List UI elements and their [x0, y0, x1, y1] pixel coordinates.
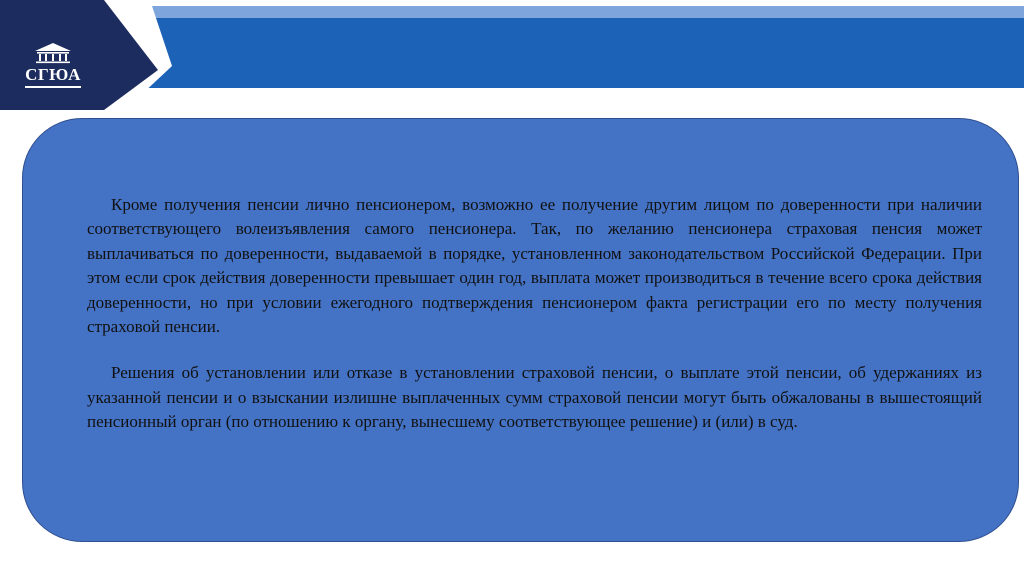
- content-panel: [22, 118, 1019, 542]
- logo: [18, 42, 88, 96]
- text-area: [87, 193, 982, 435]
- header-stripe: [110, 18, 1024, 88]
- building-emblem-icon: [31, 42, 75, 64]
- header-band: [0, 0, 1024, 110]
- paragraph-pension-by-proxy: Кроме получения пенсии лично пенсионером, возможно ее получение другим лицом по доверенности при наличии соответствующего волеизъявления самого пенсионера. Так, по желанию пенсионера страховая пенсия может выплачиваться по доверенности, выдаваемой в порядке, установленном законодательством Российской Федерации. При этом если срок действия доверенности превышает один год, выплата может производиться в течение всего срока действия доверенности, но при условии ежегодного подтверждения пенсионером факта регистрации его по месту получения страховой пенсии.: [87, 195, 982, 337]
- paragraph-appeal-decisions: Решения об установлении или отказе в установлении страховой пенсии, о выплате этой пенсии, об удержаниях из указанной пенсии и о взыскании излишне выплаченных сумм страховой пенсии могут быть обжалованы в вышестоящий пенсионный орган (по отношению к органу, вынесшему соответствующее решение) и (или) в суд.: [87, 363, 982, 432]
- logo-text: СГЮА: [25, 65, 81, 84]
- logo-underline: [25, 86, 81, 88]
